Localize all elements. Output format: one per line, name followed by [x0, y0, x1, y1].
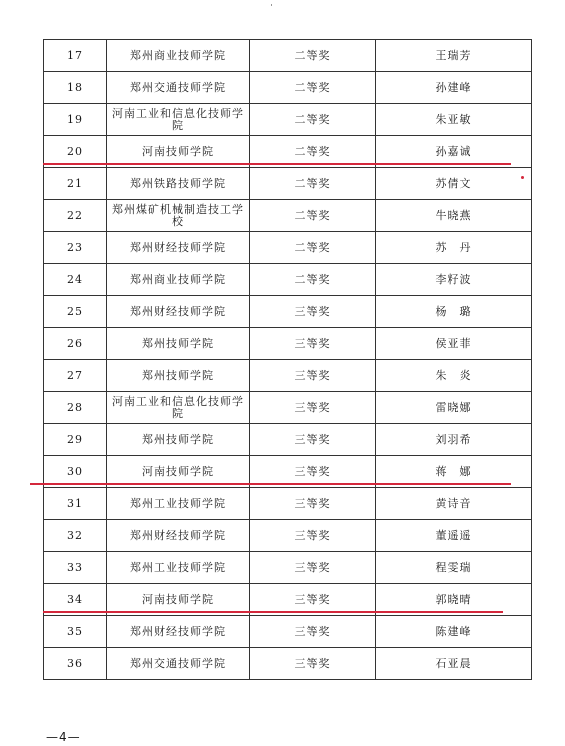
- award-level: 二等奖: [250, 232, 376, 264]
- school-name: 河南技师学院: [107, 456, 250, 488]
- row-number: 17: [44, 40, 107, 72]
- table-row: [44, 40, 532, 72]
- table-row: [44, 168, 532, 200]
- row-number: 35: [44, 616, 107, 648]
- school-name: 河南工业和信息化技师学院: [107, 392, 250, 424]
- award-level: 二等奖: [250, 168, 376, 200]
- row-number: 27: [44, 360, 107, 392]
- school-name: 河南技师学院: [107, 584, 250, 616]
- row-number: 36: [44, 648, 107, 680]
- school-name: 郑州煤矿机械制造技工学校: [107, 200, 250, 232]
- school-name: 郑州商业技师学院: [107, 40, 250, 72]
- row-number: 19: [44, 104, 107, 136]
- table-row: [44, 392, 532, 424]
- award-level: 三等奖: [250, 424, 376, 456]
- school-name: 郑州工业技师学院: [107, 552, 250, 584]
- school-name: 郑州技师学院: [107, 328, 250, 360]
- table-row: [44, 264, 532, 296]
- table-row: [44, 616, 532, 648]
- red-underline-row-20: [43, 163, 511, 165]
- school-name: 郑州财经技师学院: [107, 296, 250, 328]
- winner-name: 朱 炎: [376, 360, 532, 392]
- award-level: 二等奖: [250, 72, 376, 104]
- award-level: 三等奖: [250, 616, 376, 648]
- winner-name: 苏 丹: [376, 232, 532, 264]
- winner-name: 雷晓娜: [376, 392, 532, 424]
- winner-name: 孙建峰: [376, 72, 532, 104]
- award-level: 三等奖: [250, 296, 376, 328]
- school-name: 河南技师学院: [107, 136, 250, 168]
- winner-name: 董遥遥: [376, 520, 532, 552]
- winner-name: 程雯瑞: [376, 552, 532, 584]
- red-underline-row-30: [30, 483, 511, 485]
- winner-name: 黄诗音: [376, 488, 532, 520]
- school-name: 郑州铁路技师学院: [107, 168, 250, 200]
- winner-name: 杨 璐: [376, 296, 532, 328]
- winner-name: 苏倩文: [376, 168, 532, 200]
- award-level: 三等奖: [250, 552, 376, 584]
- row-number: 24: [44, 264, 107, 296]
- table-row: [44, 232, 532, 264]
- page-number: —4—: [46, 730, 81, 744]
- row-number: 32: [44, 520, 107, 552]
- table-row: [44, 296, 532, 328]
- table-row: [44, 648, 532, 680]
- winner-name: 刘羽希: [376, 424, 532, 456]
- scan-speck: [271, 4, 272, 6]
- school-name: 郑州商业技师学院: [107, 264, 250, 296]
- award-level: 三等奖: [250, 584, 376, 616]
- award-level: 二等奖: [250, 40, 376, 72]
- row-number: 23: [44, 232, 107, 264]
- award-level: 三等奖: [250, 392, 376, 424]
- table-row: [44, 552, 532, 584]
- table-row: [44, 488, 532, 520]
- award-level: 二等奖: [250, 104, 376, 136]
- school-name: 郑州财经技师学院: [107, 616, 250, 648]
- school-name: 郑州财经技师学院: [107, 232, 250, 264]
- winner-name: 郭晓晴: [376, 584, 532, 616]
- winner-name: 朱亚敏: [376, 104, 532, 136]
- row-number: 21: [44, 168, 107, 200]
- table-row: [44, 328, 532, 360]
- award-level: 三等奖: [250, 648, 376, 680]
- red-underline-row-34: [43, 611, 503, 613]
- school-name: 郑州工业技师学院: [107, 488, 250, 520]
- award-table-body: [44, 40, 532, 680]
- school-name: 河南工业和信息化技师学院: [107, 104, 250, 136]
- red-mark-dot: [521, 176, 524, 179]
- table-row: [44, 200, 532, 232]
- award-level: 三等奖: [250, 456, 376, 488]
- award-level: 二等奖: [250, 200, 376, 232]
- winner-name: 侯亚菲: [376, 328, 532, 360]
- row-number: 26: [44, 328, 107, 360]
- row-number: 31: [44, 488, 107, 520]
- row-number: 18: [44, 72, 107, 104]
- award-level: 三等奖: [250, 360, 376, 392]
- row-number: 29: [44, 424, 107, 456]
- table-row: [44, 424, 532, 456]
- award-level: 二等奖: [250, 264, 376, 296]
- award-level: 二等奖: [250, 136, 376, 168]
- winner-name: 陈建峰: [376, 616, 532, 648]
- school-name: 郑州技师学院: [107, 360, 250, 392]
- award-level: 三等奖: [250, 520, 376, 552]
- table-row: [44, 72, 532, 104]
- school-name: 郑州交通技师学院: [107, 72, 250, 104]
- award-level: 三等奖: [250, 328, 376, 360]
- winner-name: 蒋 娜: [376, 456, 532, 488]
- winner-name: 李籽波: [376, 264, 532, 296]
- row-number: 30: [44, 456, 107, 488]
- school-name: 郑州财经技师学院: [107, 520, 250, 552]
- row-number: 34: [44, 584, 107, 616]
- row-number: 25: [44, 296, 107, 328]
- table-row: [44, 520, 532, 552]
- winner-name: 牛晓燕: [376, 200, 532, 232]
- school-name: 郑州技师学院: [107, 424, 250, 456]
- award-level: 三等奖: [250, 488, 376, 520]
- row-number: 28: [44, 392, 107, 424]
- winner-name: 王瑞芳: [376, 40, 532, 72]
- table-row: [44, 360, 532, 392]
- winner-name: 石亚晨: [376, 648, 532, 680]
- row-number: 20: [44, 136, 107, 168]
- winner-name: 孙嘉诚: [376, 136, 532, 168]
- table-row: [44, 104, 532, 136]
- award-table: [43, 39, 532, 680]
- row-number: 22: [44, 200, 107, 232]
- row-number: 33: [44, 552, 107, 584]
- school-name: 郑州交通技师学院: [107, 648, 250, 680]
